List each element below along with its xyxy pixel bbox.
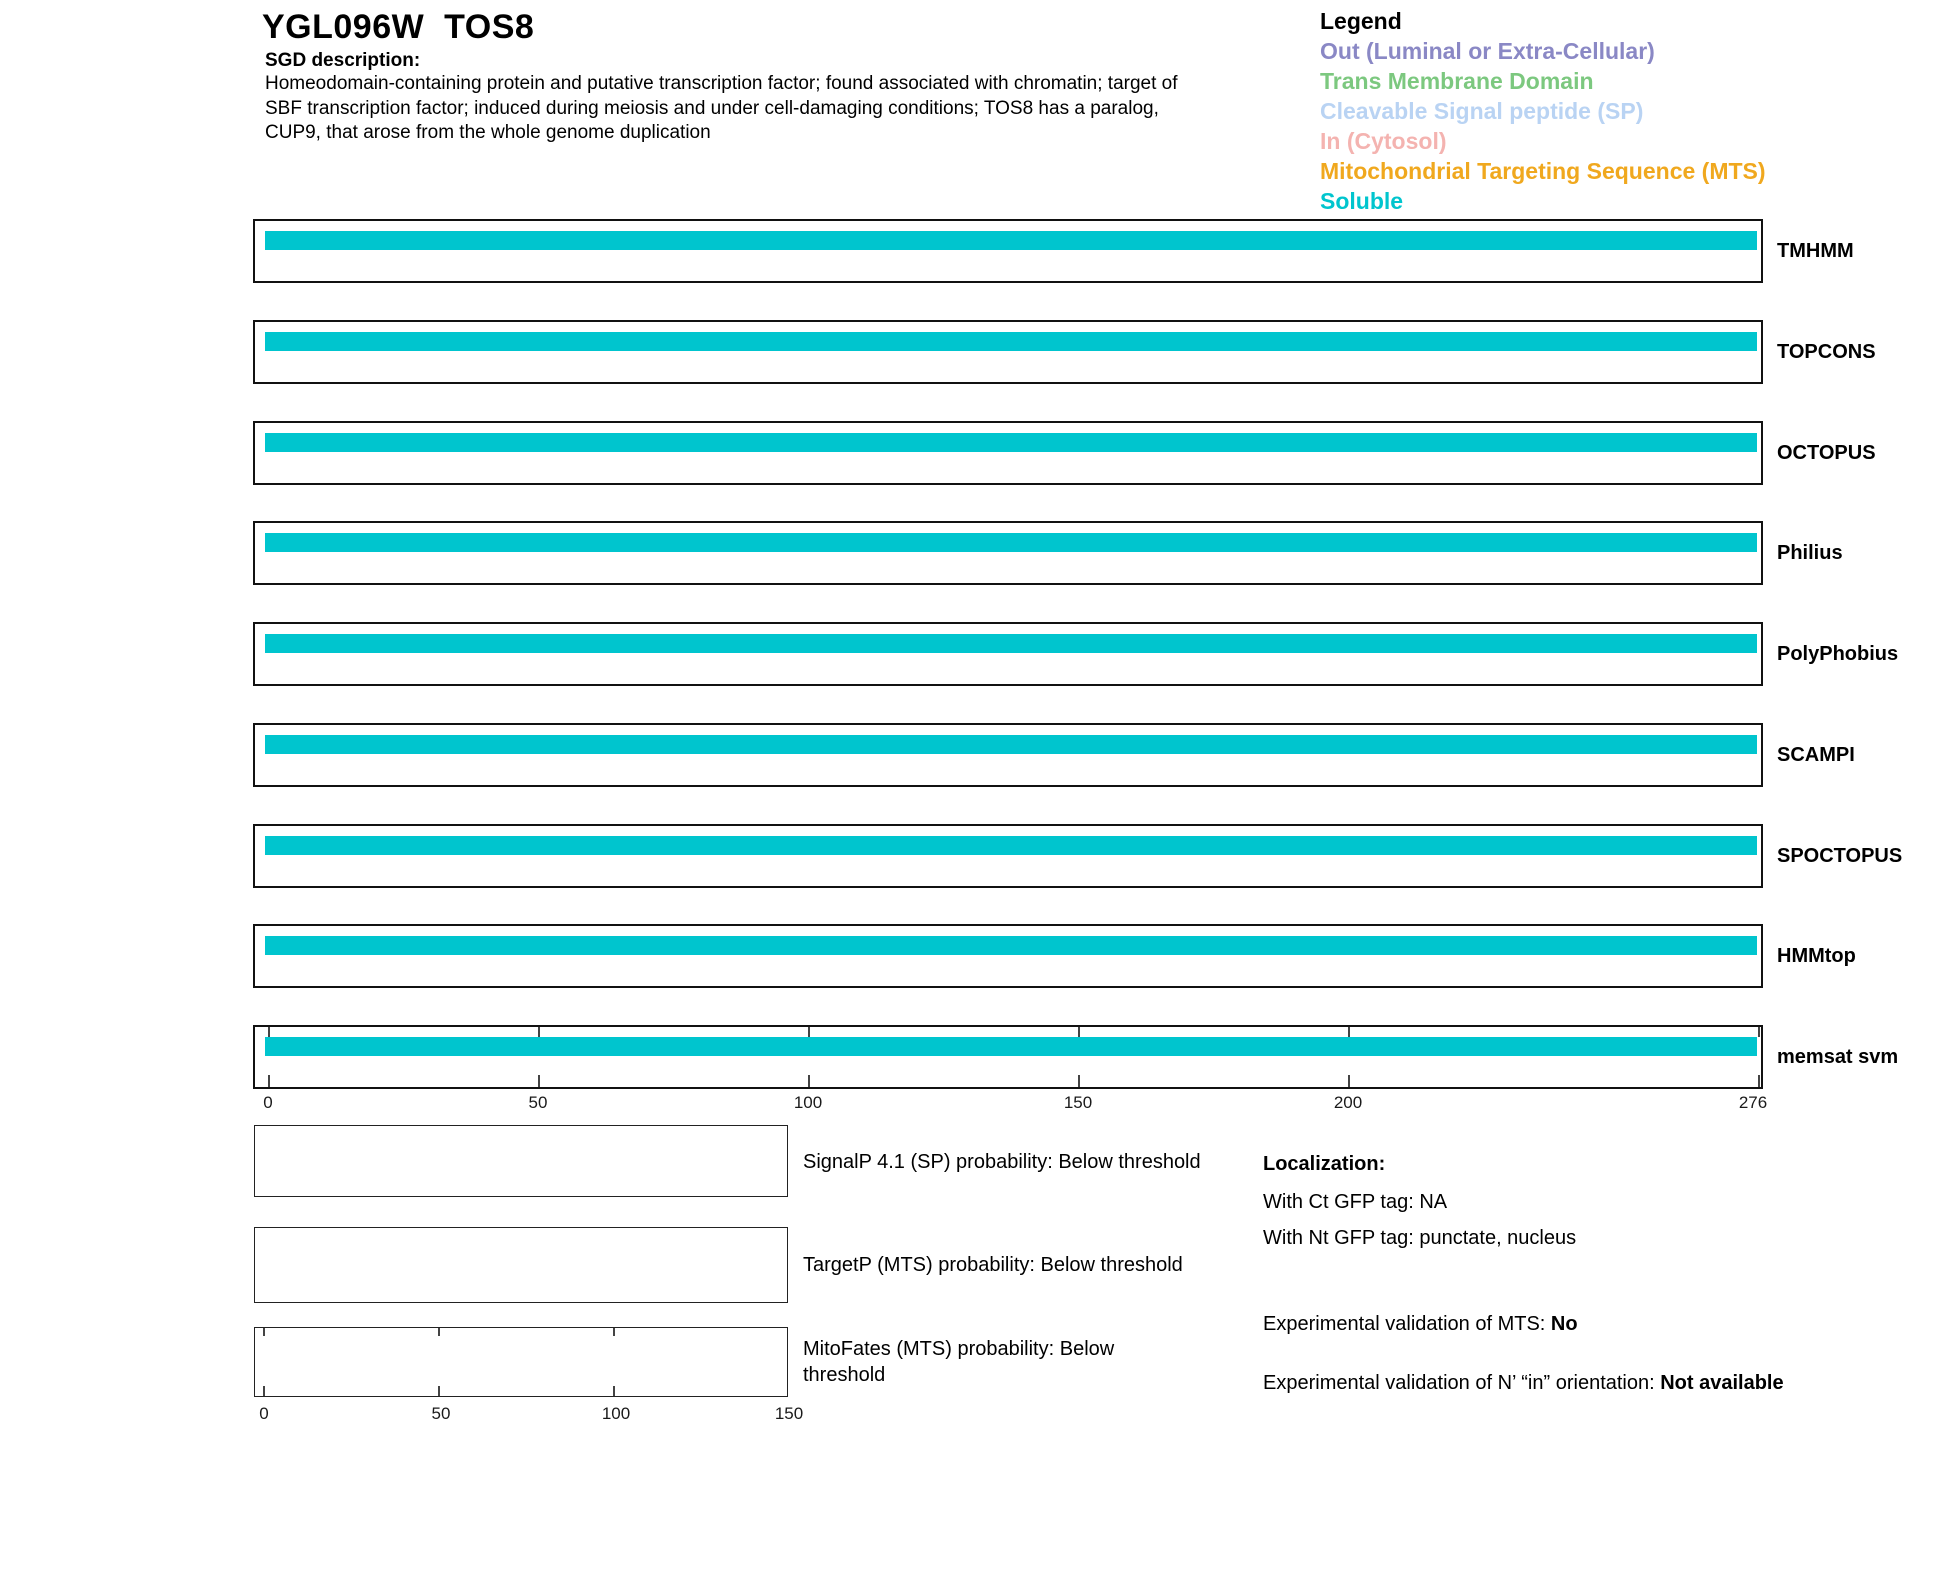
track-box <box>253 219 1763 283</box>
legend <box>1320 6 1766 216</box>
signalp-panel-label: SignalP 4.1 (SP) probability: Below threshold <box>803 1151 1201 1173</box>
orientation-value: Not available <box>1660 1372 1784 1394</box>
axis-tick <box>268 1027 270 1037</box>
main-axis-tick-label: 0 <box>263 1093 273 1112</box>
track-row-memsat-svm <box>0 1025 1950 1089</box>
mitofates-panel-label <box>803 1336 1114 1388</box>
track-row-spoctopus <box>0 824 1950 888</box>
track-label: Philius <box>1777 542 1843 564</box>
axis-tick <box>1348 1027 1350 1037</box>
track-label: SPOCTOPUS <box>1777 845 1903 867</box>
track-label: memsat svm <box>1777 1046 1899 1068</box>
targetp-panel-label: TargetP (MTS) probability: Below threshold <box>803 1254 1183 1276</box>
soluble-bar <box>265 231 1757 250</box>
track-label: SCAMPI <box>1777 744 1855 766</box>
axis-tick <box>263 1328 265 1336</box>
track-label: OCTOPUS <box>1777 442 1876 464</box>
track-box <box>253 421 1763 485</box>
main-axis-tick-label: 150 <box>1063 1093 1093 1112</box>
track-row-octopus <box>0 421 1950 485</box>
sgd-description-line: SBF transcription factor; induced during meiosis and under cell-damaging conditions; TOS8 has a paralog, <box>265 97 1159 119</box>
track-box <box>253 521 1763 585</box>
track-label: HMMtop <box>1777 945 1856 967</box>
legend-item-in: In (Cytosol) <box>1320 128 1447 154</box>
legend-item-tm: Trans Membrane Domain <box>1320 68 1594 94</box>
sgd-description-heading: SGD description: <box>265 50 421 71</box>
orientation-validation-text <box>1263 1367 1819 1399</box>
axis-tick <box>1758 1027 1760 1037</box>
main-axis-tick-label: 276 <box>1738 1093 1768 1112</box>
ct-gfp-tag-text: With Ct GFP tag: NA <box>1263 1191 1448 1213</box>
panel-axis-tick-label: 100 <box>601 1404 631 1423</box>
track-label: PolyPhobius <box>1777 643 1899 665</box>
track-label: TMHMM <box>1777 240 1854 262</box>
track-row-philius <box>0 521 1950 585</box>
track-box <box>253 1025 1763 1089</box>
legend-title: Legend <box>1320 8 1402 34</box>
mts-validation-value: No <box>1550 1313 1578 1335</box>
sgd-description-text <box>265 72 1178 146</box>
legend-item-sp: Cleavable Signal peptide (SP) <box>1320 98 1644 124</box>
track-box <box>253 723 1763 787</box>
mts-validation-text <box>1263 1308 1819 1340</box>
sgd-description-line: Homeodomain-containing protein and putative transcription factor; found associated with chromatin; target of <box>265 73 1178 94</box>
axis-tick <box>263 1386 265 1396</box>
main-axis-tick-label: 200 <box>1333 1093 1363 1112</box>
track-box <box>253 622 1763 686</box>
targetp-probability-panel <box>254 1227 788 1303</box>
track-row-topcons <box>0 320 1950 384</box>
axis-tick <box>438 1386 440 1396</box>
soluble-bar <box>265 936 1757 955</box>
signalp-probability-panel <box>254 1125 788 1197</box>
axis-tick <box>268 1075 270 1087</box>
track-box <box>253 924 1763 988</box>
axis-tick <box>808 1075 810 1087</box>
soluble-bar <box>265 836 1757 855</box>
axis-tick <box>613 1328 615 1336</box>
mitofates-panel-label-line: MitoFates (MTS) probability: Below <box>803 1338 1115 1360</box>
orientation-prefix: Experimental validation of N’ “in” orientation: <box>1263 1372 1661 1394</box>
track-row-tmhmm <box>0 219 1950 283</box>
soluble-bar <box>265 634 1757 653</box>
legend-item-mts: Mitochondrial Targeting Sequence (MTS) <box>1320 158 1766 184</box>
soluble-bar <box>265 332 1757 351</box>
axis-tick <box>538 1027 540 1037</box>
axis-tick <box>613 1386 615 1396</box>
panel-axis-tick-label: 150 <box>774 1404 804 1423</box>
axis-tick <box>538 1075 540 1087</box>
soluble-bar <box>265 433 1757 452</box>
main-axis-tick-label: 50 <box>528 1093 548 1112</box>
track-row-polyphobius <box>0 622 1950 686</box>
panel-axis-tick-label: 50 <box>431 1404 451 1423</box>
legend-item-out: Out (Luminal or Extra-Cellular) <box>1320 38 1655 64</box>
nt-gfp-tag-text: With Nt GFP tag: punctate, nucleus <box>1263 1227 1577 1249</box>
panel-axis-tick-label: 0 <box>259 1404 269 1423</box>
mitofates-probability-panel <box>254 1327 788 1397</box>
track-box <box>253 824 1763 888</box>
mitofates-panel-label-line: threshold <box>803 1364 886 1386</box>
localization-heading: Localization: <box>1263 1153 1386 1175</box>
axis-tick <box>1758 1075 1760 1087</box>
legend-item-soluble: Soluble <box>1320 188 1404 214</box>
axis-tick <box>438 1328 440 1336</box>
axis-tick <box>808 1027 810 1037</box>
soluble-bar <box>265 533 1757 552</box>
track-row-hmmtop <box>0 924 1950 988</box>
sgd-description-line: CUP9, that arose from the whole genome duplication <box>265 122 711 143</box>
track-label: TOPCONS <box>1777 341 1876 363</box>
track-row-scampi <box>0 723 1950 787</box>
axis-tick <box>1078 1027 1080 1037</box>
track-box <box>253 320 1763 384</box>
mts-validation-prefix: Experimental validation of MTS: <box>1263 1313 1551 1335</box>
axis-tick <box>1348 1075 1350 1087</box>
soluble-bar <box>265 1037 1757 1056</box>
soluble-bar <box>265 735 1757 754</box>
axis-tick <box>1078 1075 1080 1087</box>
page-title: YGL096W TOS8 <box>262 8 535 46</box>
main-axis-tick-label: 100 <box>793 1093 823 1112</box>
